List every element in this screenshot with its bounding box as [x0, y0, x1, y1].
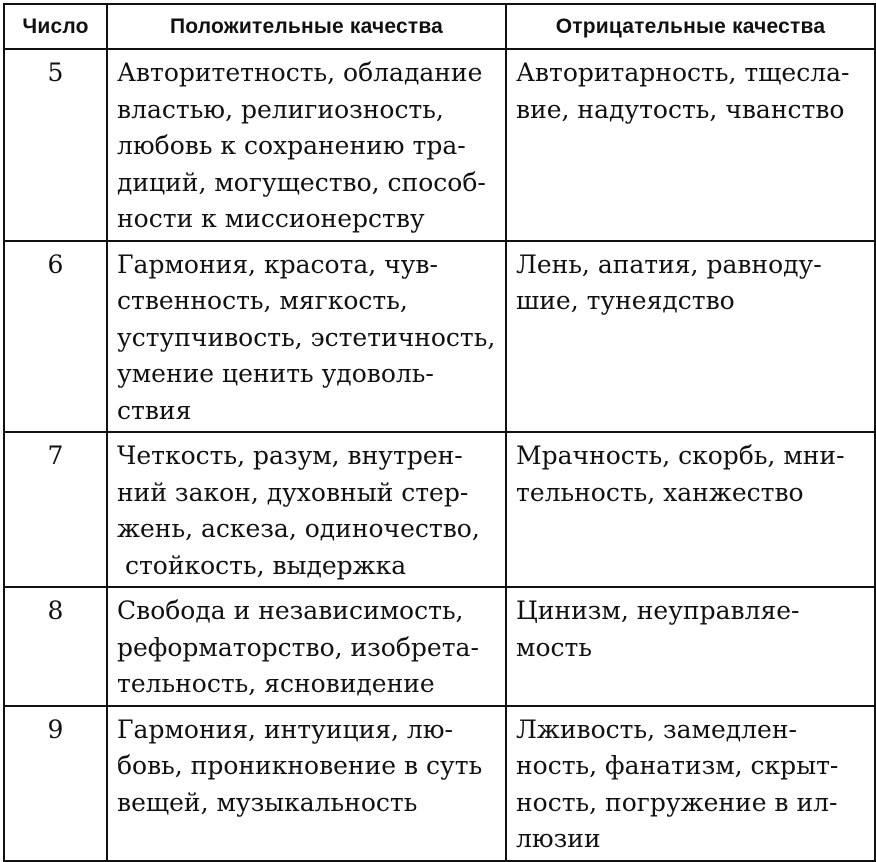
text-line: Свобода и независимость,: [117, 596, 464, 625]
qualities-table: [3, 3, 876, 862]
text-line: Мрачность, скорбь, мни-: [516, 441, 845, 470]
negative-cell: [506, 587, 875, 706]
text-line: уступчивость, эстетичность,: [117, 322, 496, 352]
table-row: [4, 432, 875, 587]
qualities-table-container: [3, 3, 874, 862]
text-line: ность, погружение в ил-: [516, 787, 838, 817]
positive-cell: [107, 49, 506, 241]
text-line: Гармония, красота, чув-: [117, 249, 438, 279]
number-cell: 7: [4, 432, 107, 587]
text-line: ственность, мягкость,: [117, 286, 408, 315]
positive-cell: [107, 587, 506, 706]
header-number: Число: [4, 4, 107, 49]
text-line: вещей, музыкальность: [117, 787, 418, 817]
text-line: тельность, ясновидение: [117, 669, 435, 698]
text-line: умение ценить удоволь-: [117, 359, 434, 388]
table-row: [4, 587, 875, 706]
number-cell: 6: [4, 241, 107, 433]
text-line: Гармония, интуиция, лю-: [117, 714, 453, 744]
header-positive: Положительные качества: [107, 4, 506, 49]
text-line: Авторитарность, тщесла-: [516, 58, 850, 87]
positive-cell: [107, 432, 506, 587]
negative-cell: [506, 706, 875, 861]
text-line: Четкость, разум, внутрен-: [117, 441, 463, 470]
table-row: [4, 706, 875, 861]
negative-cell: [506, 432, 875, 587]
text-line: реформаторство, изобрета-: [117, 632, 479, 662]
text-line: диций, могущество, способ-: [117, 167, 486, 197]
number-cell: 9: [4, 706, 107, 861]
text-line: тельность, ханжество: [516, 477, 804, 507]
header-negative: Отрицательные качества: [506, 4, 875, 49]
negative-cell: [506, 49, 875, 241]
table-row: [4, 241, 875, 433]
text-line: любовь к сохранению тра-: [117, 131, 466, 160]
text-line: Цинизм, неуправляе-: [516, 596, 800, 625]
header-row: [4, 4, 875, 49]
text-line: Лень, апатия, равноду-: [516, 249, 822, 279]
text-line: стойкость, выдержка: [117, 550, 407, 580]
negative-cell: [506, 241, 875, 433]
text-line: шие, тунеядство: [516, 286, 735, 315]
text-line: люзии: [516, 824, 601, 853]
text-line: ний закон, духовный стер-: [117, 477, 469, 507]
text-line: бовь, проникновение в суть: [117, 751, 483, 780]
text-line: Авторитетность, обладание: [117, 58, 483, 87]
text-line: Лживость, замедлен-: [516, 714, 797, 744]
text-line: властью, религиозность,: [117, 94, 444, 124]
number-cell: 5: [4, 49, 107, 241]
text-line: ности к миссионерству: [117, 204, 425, 233]
number-cell: 8: [4, 587, 107, 706]
positive-cell: [107, 706, 506, 861]
text-line: жень, аскеза, одиночество,: [117, 514, 480, 543]
table-row: [4, 49, 875, 241]
text-line: мость: [516, 632, 592, 662]
positive-cell: [107, 241, 506, 433]
text-line: вие, надутость, чванство: [516, 94, 845, 124]
text-line: ность, фанатизм, скрыт-: [516, 751, 839, 780]
text-line: ствия: [117, 395, 192, 425]
